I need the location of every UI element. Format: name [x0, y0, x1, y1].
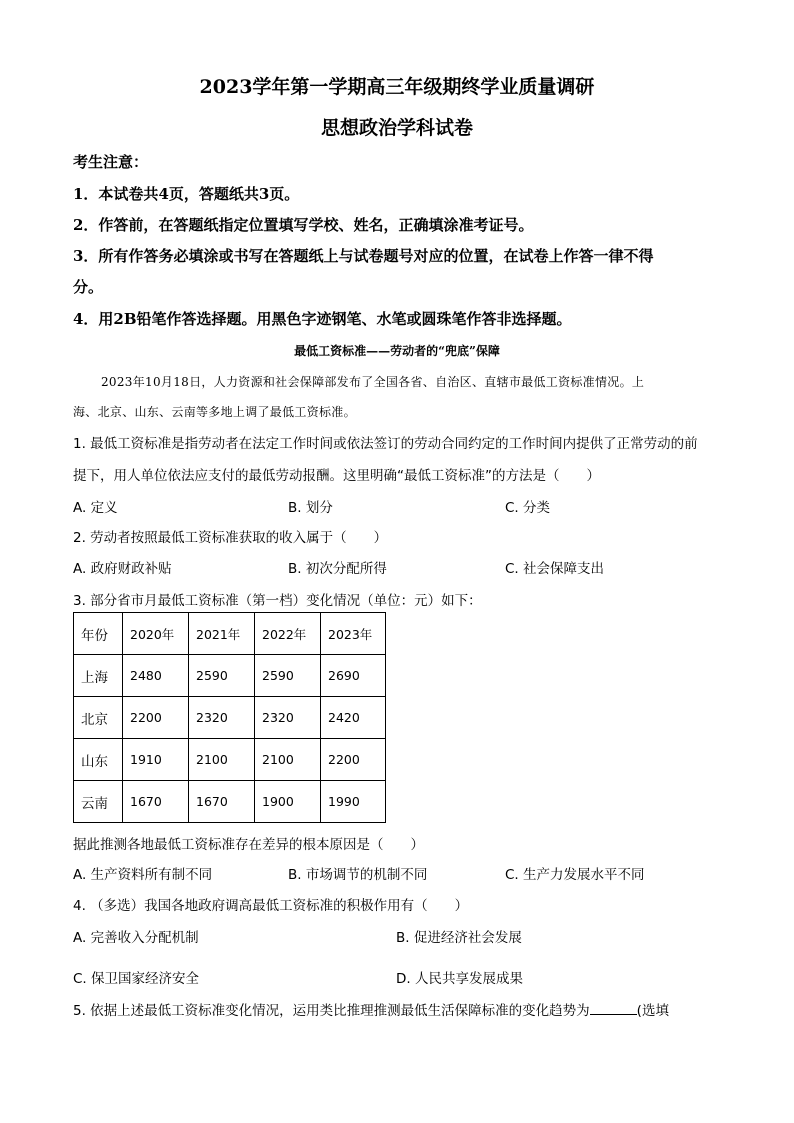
question-5-text-tail: (选填 [636, 1003, 669, 1019]
table-cell: 1670 [189, 781, 255, 823]
question-3-option-a: A. 生产资料所有制不同 [73, 867, 213, 883]
question-2-option-a: A. 政府财政补贴 [73, 561, 172, 577]
question-2-option-c: C. 社会保障支出 [505, 561, 605, 577]
question-4-option-a: A. 完善收入分配机制 [73, 930, 199, 946]
table-row [74, 781, 386, 823]
table-cell: 2590 [255, 655, 321, 697]
table-cell: 2100 [189, 739, 255, 781]
answer-blank[interactable] [590, 1001, 637, 1015]
table-row [74, 739, 386, 781]
question-2-stem: 2. 劳动者按照最低工资标准获取的收入属于（ ） [73, 530, 388, 546]
table-cell: 2100 [255, 739, 321, 781]
table-header-row [74, 613, 386, 655]
table-cell: 1910 [123, 739, 189, 781]
table-cell-region: 北京 [74, 697, 123, 739]
table-cell: 2420 [321, 697, 386, 739]
notice-item: 3．所有作答务必填涂或书写在答题纸上与试卷题号对应的位置，在试卷上作答一律不得 [73, 247, 654, 265]
table-cell-region: 山东 [74, 739, 123, 781]
notice-heading: 考生注意： [73, 153, 149, 171]
table-row [74, 697, 386, 739]
table-cell: 1990 [321, 781, 386, 823]
question-5-stem [73, 999, 669, 1019]
question-3-stem: 3. 部分省市月最低工资标准（第一档）变化情况（单位：元）如下： [73, 593, 482, 609]
wage-table [73, 612, 386, 823]
notice-item: 分。 [73, 278, 104, 296]
question-3-option-b: B. 市场调节的机制不同 [288, 867, 428, 883]
question-4-option-c: C. 保卫国家经济安全 [73, 971, 200, 987]
question-1-stem: 1. 最低工资标准是指劳动者在法定工作时间或依法签订的劳动合同约定的工作时间内提供了正常劳动的前 [73, 436, 698, 452]
notice-item: 4．用2B铅笔作答选择题。用黑色字迹钢笔、水笔或圆珠笔作答非选择题。 [73, 310, 572, 328]
table-cell-region: 上海 [74, 655, 123, 697]
material-paragraph-line: 2023年10月18日，人力资源和社会保障部发布了全国各省、自治区、直辖市最低工资标准情况。上 [101, 375, 645, 389]
question-4-option-d: D. 人民共享发展成果 [396, 971, 523, 987]
table-row [74, 655, 386, 697]
table-cell: 1670 [123, 781, 189, 823]
table-header-cell: 2022年 [255, 613, 321, 655]
table-cell-region: 云南 [74, 781, 123, 823]
table-cell: 1900 [255, 781, 321, 823]
material-paragraph-line: 海、北京、山东、云南等多地上调了最低工资标准。 [73, 405, 356, 419]
notice-item: 1．本试卷共4页，答题纸共3页。 [73, 185, 300, 203]
table-header-cell: 2023年 [321, 613, 386, 655]
question-1-option-b: B. 划分 [288, 500, 333, 516]
question-3-question: 据此推测各地最低工资标准存在差异的根本原因是（ ） [73, 837, 424, 853]
table-header-cell: 2020年 [123, 613, 189, 655]
question-5-text: 5. 依据上述最低工资标准变化情况，运用类比推理推测最低生活保障标准的变化趋势为 [73, 1003, 590, 1019]
question-1-stem: 提下，用人单位依法应支付的最低劳动报酬。这里明确“最低工资标准”的方法是（ ） [73, 468, 600, 484]
question-1-option-c: C. 分类 [505, 500, 551, 516]
table-cell: 2200 [321, 739, 386, 781]
table-cell: 2320 [189, 697, 255, 739]
table-header-cell: 2021年 [189, 613, 255, 655]
exam-subtitle: 思想政治学科试卷 [320, 117, 473, 139]
material-title: 最低工资标准——劳动者的“兜底”保障 [294, 344, 500, 358]
question-3-option-c: C. 生产力发展水平不同 [505, 867, 645, 883]
table-cell: 2480 [123, 655, 189, 697]
table-cell: 2200 [123, 697, 189, 739]
question-2-option-b: B. 初次分配所得 [288, 561, 387, 577]
question-1-option-a: A. 定义 [73, 500, 118, 516]
question-4-stem: 4. （多选）我国各地政府调高最低工资标准的积极作用有（ ） [73, 898, 469, 914]
table-cell: 2320 [255, 697, 321, 739]
exam-title: 2023学年第一学期高三年级期终学业质量调研 [199, 76, 595, 98]
table-cell: 2690 [321, 655, 386, 697]
notice-item: 2．作答前，在答题纸指定位置填写学校、姓名，正确填涂准考证号。 [73, 216, 534, 234]
question-4-option-b: B. 促进经济社会发展 [396, 930, 522, 946]
table-header-cell: 年份 [74, 613, 123, 655]
table-cell: 2590 [189, 655, 255, 697]
